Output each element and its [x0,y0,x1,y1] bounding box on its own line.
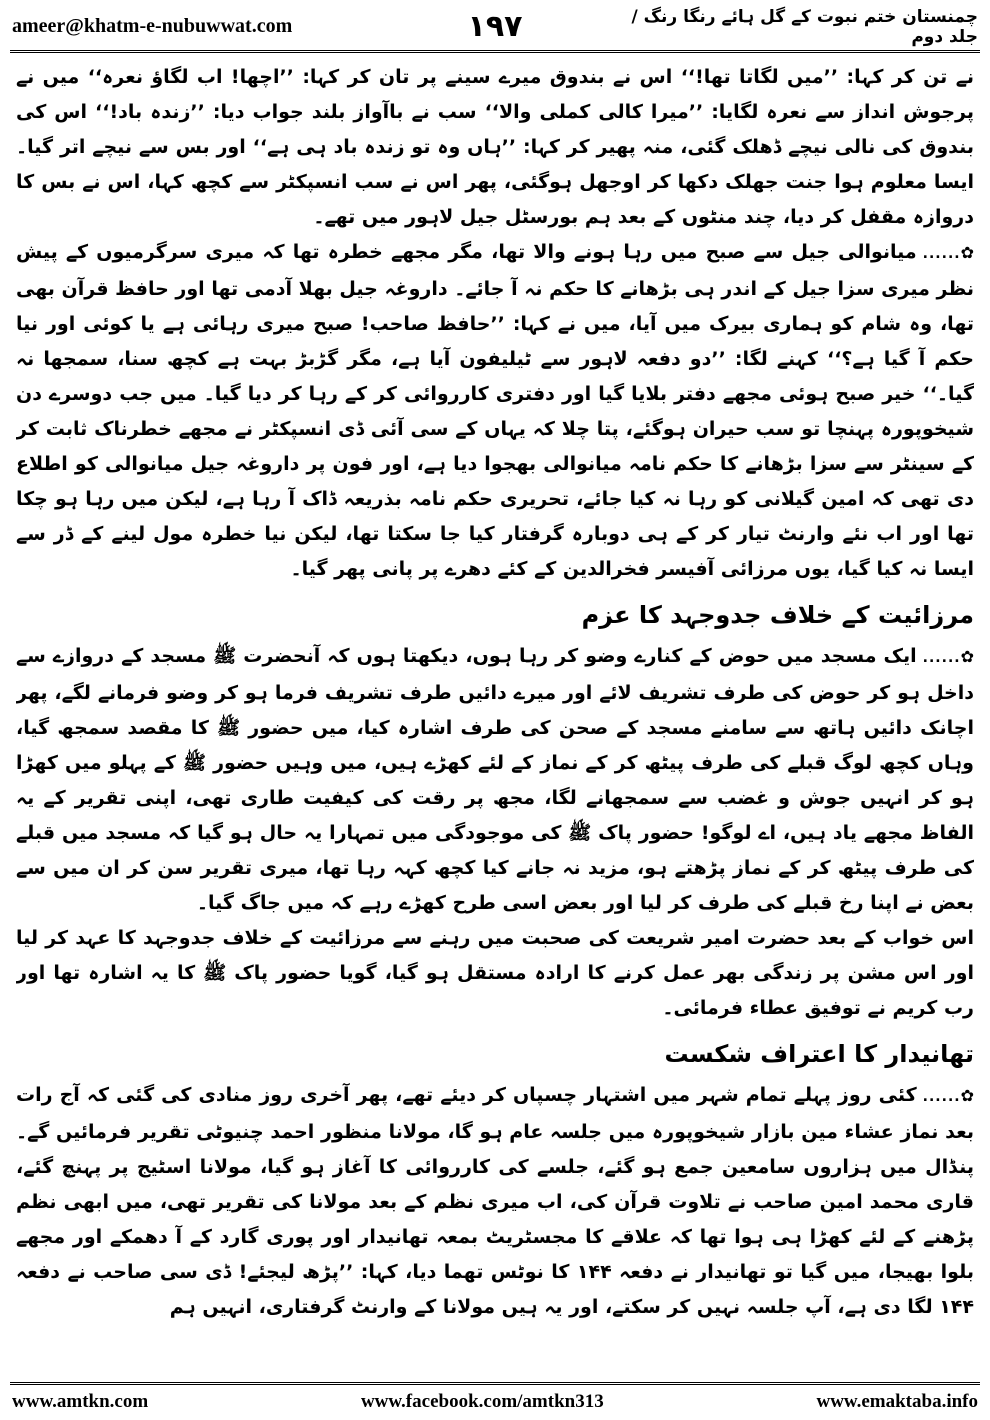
paragraph-2-text: میانوالی جیل سے صبح میں رہا ہونے والا تھا، مگر مجھے خطرہ تھا کہ میری سرگرمیوں کے پیش نظر میری سزا جیل کے اندر ہی بڑھانے کا حکم نہ آ جائے۔ داروغہ جیل بھلا آدمی تھا اور حافظ قرآن بھی تھا، وہ شام کو ہماری بیرک میں آیا، میں نے کہا: ’’حافظ صاحب! صبح میری رہائی ہے یا کوئی اور نیا حکم آ گیا ہے؟‘‘ کہنے لگا: ’’دو دفعہ لاہور سے ٹیلیفون آیا ہے، مگر گڑبڑ بہت ہے کچھ سنا، سمجھا نہ گیا۔‘‘ خیر صبح ہوئی مجھے دفتر بلایا گیا اور دفتری کارروائی کر کے رہا کر دیا گیا۔ میں جب دوسرے دن شیخوپورہ پہنچا تو سب حیران ہوگئے، پتا چلا کہ یہاں کے سی آئی ڈی انسپکٹر نے مجھے خطرناک ثابت کر کے سینٹر سے سزا بڑھانے کا حکم نامہ میانوالی بھجوا دیا ہے، اور فون پر داروغہ جیل میانوالی کو اطلاع دی تھی کہ امین گیلانی کو رہا نہ کیا جائے، تحریری حکم نامہ بذریعہ ڈاک آ رہا ہے، لیکن میں رہا ہو چکا تھا اور اب نئے وارنٹ تیار کر کے ہی دوبارہ گرفتار کیا جا سکتا تھا، لیکن نیا خطرہ مول لینے کے ڈر سے ایسا نہ کیا گیا، یوں مرزائی آفیسر فخرالدین کے کئے دھرے پر پانی پھر گیا۔ [16,241,974,580]
paragraph-1: نے تن کر کہا: ’’میں لگاتا تھا!‘‘ اس نے بندوق میرے سینے پر تان کر کہا: ’’اچھا! اب لگاؤ نعرہ‘‘ میں نے پرجوش انداز سے نعرہ لگایا: ’’میرا کالی کملی والا‘‘ سب نے باآواز بلند جواب دیا: ’’زندہ باد!‘‘ اس کی بندوق کی نالی نیچے ڈھلک گئی، منہ پھیر کر کہا: ’’ہاں وہ تو زندہ باد ہی ہے‘‘ اور بس سے نیچے اتر گیا۔ ایسا معلوم ہوا جنت جھلک دکھا کر اوجھل ہوگئی، پھر اس نے سب انسپکٹر سے کچھ کہا، اس نے بس کا دروازہ مقفل کر دیا، چند منٹوں کے بعد ہم بورسٹل جیل لاہور میں تھے۔ [16,66,974,228]
header-email[interactable]: ameer@khatm-e-nubuwwat.com [12,14,293,37]
marker-dots: ...... [922,650,961,666]
header-divider [10,50,980,53]
section-heading-2: تھانیدار کا اعتراف شکست [664,1040,974,1068]
marker-dots: ...... [922,246,961,262]
paragraph-3 [16,639,974,921]
paragraph-4: اس خواب کے بعد حضرت امیر شریعت کی صحبت میں رہنے سے مرزائیت کے خلاف جدوجہد کا عہد کر لیا اور اس مشن پر زندگی بھر عمل کرنے کا ارادہ مستقل ہو گیا، گویا حضور پاک ﷺ کا یہ اشارہ تھا اور رب کریم نے توفیق عطاء فرمائی۔ [16,927,974,1019]
section-heading-1: مرزائیت کے خلاف جدوجہد کا عزم [581,601,974,629]
flower-icon: ✿ [960,243,974,262]
footer-divider [10,1382,980,1385]
page-footer [12,1388,978,1416]
paragraph-3-text: ایک مسجد میں حوض کے کنارے وضو کر رہا ہوں، دیکھتا ہوں کہ آنحضرت ﷺ مسجد کے دروازے سے داخل ہو کر حوض کی طرف تشریف لائے اور میرے دائیں طرف تشریف فرما ہو کر وضو فرمانے لگے، پھر اچانک دائیں ہاتھ سے سامنے مسجد کے صحن کی طرف اشارہ کیا، میں حضور ﷺ کا مقصد سمجھ گیا، وہاں کچھ لوگ قبلے کی طرف پیٹھ کر کے نماز کے لئے کھڑے ہیں، میں وہیں حضور ﷺ کے پہلو میں کھڑا ہو کر انہیں جوش و غضب سے سمجھانے لگا، مجھ پر رقت کی کیفیت طاری تھی، اپنی تقریر کے یہ الفاظ مجھے یاد ہیں، اے لوگو! حضور پاک ﷺ کی موجودگی میں تمہارا یہ حال ہو گیا کہ مسجد میں قبلے کی طرف پیٹھ کر کے نماز پڑھتے ہو، مزید نہ جانے کیا کچھ کہہ رہا تھا، میری تقریر سن کر ان میں سے بعض نے اپنا رخ قبلے کی طرف کر لیا اور بعض اسی طرح کھڑے رہے کہ میں جاگ گیا۔ [16,645,974,914]
paragraph-marker [923,235,974,272]
paragraph-marker [923,1078,974,1115]
paragraph-5-text: کئی روز پہلے تمام شہر میں اشتہار چسپاں کر دیئے تھے، پھر آخری روز منادی کی گئی کہ آج رات بعد نماز عشاء مین بازار شیخوپورہ میں جلسہ عام ہو گا، مولانا منظور احمد چنیوٹی تقریر فرمائیں گے۔ پنڈال میں ہزاروں سامعین جمع ہو گئے، جلسے کی کارروائی کا آغاز ہو گیا، مولانا اسٹیج پر پہنچ گئے، قاری محمد امین صاحب نے تلاوت قرآن کی، اب میری نظم کے بعد مولانا کی تقریر تھی، میں ابھی نظم پڑھنے کے لئے کھڑا ہی ہوا تھا کہ علاقے کا مجسٹریٹ بمعہ تھانیدار اور پوری گارد کے آ دھمکے اور مجھے بلوا بھیجا، میں گیا تو تھانیدار نے دفعہ ۱۴۴ کا نوٹس تھما دیا، کہا: ’’پڑھ لیجئے! ڈی سی صاحب نے دفعہ ۱۴۴ لگا دی ہے، آپ جلسہ نہیں کر سکتے، اور یہ ہیں مولانا کے وارنٹ گرفتاری، انہیں ہم [16,1084,974,1318]
book-title: چمنستان ختم نبوت کے گل ہائے رنگا رنگ / جلد دوم [631,6,978,47]
flower-icon: ✿ [960,647,974,666]
paragraph-2 [16,235,974,587]
page-header [12,6,978,46]
page-body [16,60,974,1376]
flower-icon: ✿ [960,1086,974,1105]
footer-link-facebook[interactable]: www.facebook.com/amtkn313 [360,1391,604,1412]
paragraph-5 [16,1078,974,1325]
marker-dots: ...... [922,1089,961,1105]
paragraph-marker [923,639,974,676]
page-number: ۱۹۷ [467,8,523,44]
footer-link-amtkn[interactable]: www.amtkn.com [12,1391,149,1412]
footer-link-emaktaba[interactable]: www.emaktaba.info [816,1391,978,1412]
